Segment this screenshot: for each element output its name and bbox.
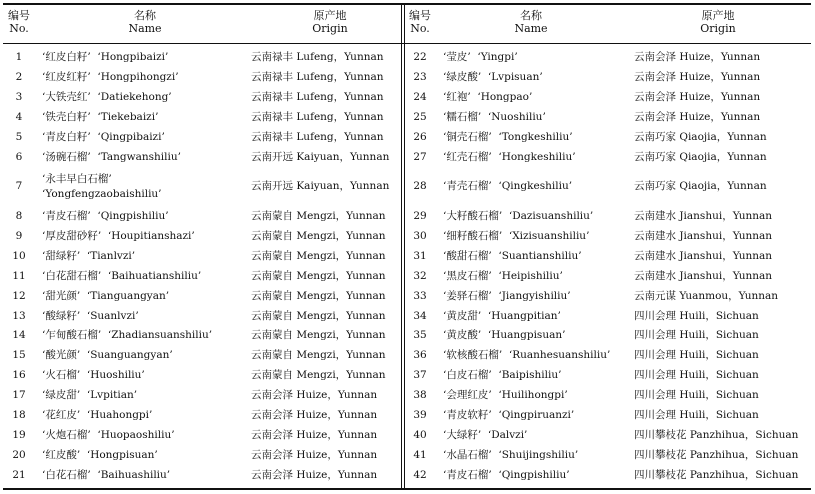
header-rule	[3, 43, 811, 44]
cultivar-name: ‘白花石榴’ ‘Baihuashiliu’	[42, 468, 171, 481]
cultivar-name: ‘绿皮酸’ ‘Lvpisuan’	[443, 70, 543, 83]
cultivar-name: ‘细籽酸石榴’ ‘Xizisuanshiliu’	[443, 229, 590, 242]
origin-location: 四川会理 Huili，Sichuan	[634, 389, 759, 402]
cultivar-name: ‘铜壳石榴’ ‘Tongkeshiliu’	[443, 130, 573, 143]
origin-location: 云南会泽 Huize，Yunnan	[634, 110, 761, 123]
origin-location: 云南建水 Jianshui，Yunnan	[634, 269, 773, 282]
row-number: 11	[12, 269, 26, 282]
row-number: 24	[413, 90, 427, 103]
origin-location: 四川攀枝花 Panzhihua，Sichuan	[634, 468, 799, 481]
header-origin-right	[683, 9, 753, 35]
row-number: 27	[413, 150, 427, 163]
cultivar-name: ‘青壳石榴’ ‘Qingkeshiliu’	[443, 180, 573, 192]
origin-location: 云南蒙自 Mengzi，Yunnan	[251, 269, 386, 282]
cultivar-name: ‘汤碗石榴’ ‘Tangwanshiliu’	[42, 150, 181, 163]
row-number: 30	[413, 229, 427, 242]
cultivar-name: ‘软核酸石榴’ ‘Ruanhesuanshiliu’	[443, 349, 611, 362]
origin-location: 云南开远 Kaiyuan，Yunnan	[251, 150, 390, 163]
cultivar-name: ‘大籽酸石榴’ ‘Dazisuanshiliu’	[443, 210, 594, 222]
header-no-en: No.	[9, 22, 29, 35]
row-number: 37	[413, 369, 427, 382]
row-number: 9	[15, 229, 23, 242]
origin-location: 四川会理 Huili，Sichuan	[634, 329, 759, 342]
cultivar-name: ‘花红皮’ ‘Huahongpi’	[42, 409, 153, 421]
origin-location: 云南蒙自 Mengzi，Yunnan	[251, 309, 386, 322]
cultivar-name: ‘青皮石榴’ ‘Qingpishiliu’	[42, 210, 169, 222]
header-origin	[295, 9, 365, 35]
row-number: 38	[413, 389, 427, 402]
cultivar-name: ‘酸甜石榴’ ‘Suantianshiliu’	[443, 249, 582, 262]
origin-location: 云南蒙自 Mengzi，Yunnan	[251, 210, 386, 222]
header-name-cn: 名称	[134, 9, 156, 22]
cultivar-name: ‘白皮石榴’ ‘Baipishiliu’	[443, 369, 562, 382]
row-number: 35	[413, 329, 427, 342]
cultivar-name: ‘糯石榴’ ‘Nuoshiliu’	[443, 110, 546, 123]
column-divider	[401, 3, 402, 489]
origin-location: 云南蒙自 Mengzi，Yunnan	[251, 249, 386, 262]
row-number: 39	[413, 409, 427, 421]
origin-location: 云南蒙自 Mengzi，Yunnan	[251, 329, 386, 342]
row-number: 6	[15, 150, 23, 163]
row-number: 5	[15, 130, 23, 143]
header-no-cn: 编号	[8, 9, 30, 22]
cultivar-name: ‘红皮白籽’ ‘Hongpibaizi’	[42, 51, 169, 63]
cultivar-name: ‘火石榴’ ‘Huoshiliu’	[42, 369, 145, 382]
cultivar-name: ‘莹皮’ ‘Yingpi’	[443, 51, 518, 63]
origin-location: 四川攀枝花 Panzhihua，Sichuan	[634, 448, 799, 461]
row-number: 18	[12, 409, 26, 421]
origin-location: 云南禄丰 Lufeng，Yunnan	[251, 130, 384, 143]
origin-location: 云南会泽 Huize，Yunnan	[251, 409, 378, 421]
row-number: 14	[12, 329, 26, 342]
cultivar-name: ‘绿皮甜’ ‘Lvpitian’	[42, 389, 138, 402]
cultivar-name: ‘红皮酸’ ‘Hongpisuan’	[42, 448, 158, 461]
row-number: 33	[413, 289, 427, 302]
cultivar-name: ‘红皮红籽’ ‘Hongpihongzi’	[42, 70, 179, 83]
header-no	[4, 9, 34, 35]
origin-location: 云南会泽 Huize，Yunnan	[251, 448, 378, 461]
origin-location: 云南蒙自 Mengzi，Yunnan	[251, 289, 386, 302]
row-number: 17	[12, 389, 26, 402]
row-number: 23	[413, 70, 427, 83]
origin-location: 四川攀枝花 Panzhihua，Sichuan	[634, 428, 799, 441]
cultivar-name: ‘红壳石榴’ ‘Hongkeshiliu’	[443, 150, 576, 163]
cultivar-name: ‘酸绿籽’ ‘Suanlvzi’	[42, 309, 139, 322]
origin-location: 云南禄丰 Lufeng，Yunnan	[251, 110, 384, 123]
cultivar-name: ‘大绿籽’ ‘Dalvzi’	[443, 428, 528, 441]
origin-location: 云南会泽 Huize，Yunnan	[251, 428, 378, 441]
header-name-en: Name	[128, 22, 162, 35]
cultivar-name: ‘水晶石榴’ ‘Shuijingshiliu’	[443, 448, 579, 461]
row-number: 41	[413, 448, 427, 461]
row-number: 16	[12, 369, 26, 382]
origin-location: 云南蒙自 Mengzi，Yunnan	[251, 229, 386, 242]
cultivar-name: ‘黄皮酸’ ‘Huangpisuan’	[443, 329, 566, 342]
row-number: 31	[413, 249, 427, 262]
origin-location: 云南会泽 Huize，Yunnan	[251, 468, 378, 481]
row-number: 26	[413, 130, 427, 143]
origin-location: 云南禄丰 Lufeng，Yunnan	[251, 51, 384, 63]
header-origin-cn: 原产地	[701, 9, 735, 22]
row-number: 19	[12, 428, 26, 441]
origin-location: 云南会泽 Huize，Yunnan	[251, 389, 378, 402]
origin-location: 四川会理 Huili，Sichuan	[634, 349, 759, 362]
origin-location: 四川会理 Huili，Sichuan	[634, 369, 759, 382]
origin-location: 云南会泽 Huize，Yunnan	[634, 90, 761, 103]
header-origin-en: Origin	[312, 22, 348, 35]
row-number: 29	[413, 210, 427, 222]
origin-location: 云南蒙自 Mengzi，Yunnan	[251, 349, 386, 362]
row-number: 2	[15, 70, 23, 83]
row-number: 25	[413, 110, 427, 123]
header-name-cn: 名称	[520, 9, 542, 22]
row-number: 22	[413, 51, 427, 63]
cultivar-name: ‘黑皮石榴’ ‘Heipishiliu’	[443, 269, 563, 282]
bottom-rule	[3, 488, 811, 490]
row-number: 1	[15, 51, 23, 63]
header-name	[110, 9, 180, 35]
row-number: 32	[413, 269, 427, 282]
origin-location: 云南巧家 Qiaojia，Yunnan	[634, 180, 767, 192]
origin-location: 四川会理 Huili，Sichuan	[634, 309, 759, 322]
origin-location: 云南会泽 Huize，Yunnan	[634, 51, 761, 63]
cultivar-name: ‘姜驿石榴’ ‘Jiangyishiliu’	[443, 289, 571, 302]
cultivar-name: ‘铁壳白籽’ ‘Tiekebaizi’	[42, 110, 159, 123]
origin-location: 云南会泽 Huize，Yunnan	[634, 70, 761, 83]
cultivar-name: ‘永丰早白石榴’ ‘Yongfengzaobaishiliu’	[42, 173, 162, 200]
row-number: 36	[413, 349, 427, 362]
header-name-en: Name	[514, 22, 548, 35]
cultivar-name: ‘青皮石榴’ ‘Qingpishiliu’	[443, 468, 570, 481]
row-number: 21	[12, 468, 26, 481]
header-origin-en: Origin	[700, 22, 736, 35]
row-number: 28	[413, 180, 427, 192]
row-number: 4	[15, 110, 23, 123]
origin-location: 云南开远 Kaiyuan，Yunnan	[251, 180, 390, 192]
row-number: 13	[12, 309, 26, 322]
header-origin-cn: 原产地	[313, 9, 347, 22]
header-no-right	[405, 9, 435, 35]
cultivar-name: ‘青皮白籽’ ‘Qingpibaizi’	[42, 130, 165, 143]
cultivar-name: ‘白花甜石榴’ ‘Baihuatianshiliu’	[42, 269, 202, 282]
row-number: 10	[12, 249, 26, 262]
origin-location: 四川会理 Huili，Sichuan	[634, 409, 759, 421]
row-number: 7	[15, 180, 23, 192]
origin-location: 云南建水 Jianshui，Yunnan	[634, 229, 773, 242]
row-number: 34	[413, 309, 427, 322]
origin-location: 云南巧家 Qiaojia，Yunnan	[634, 150, 767, 163]
cultivar-name: ‘青皮软籽’ ‘Qingpiruanzi’	[443, 409, 575, 421]
cultivar-name: ‘大铁壳红’ ‘Datiekehong’	[42, 90, 172, 103]
cultivar-name: ‘黄皮甜’ ‘Huangpitian’	[443, 309, 561, 322]
header-name-right	[496, 9, 566, 35]
header-no-cn: 编号	[409, 9, 431, 22]
cultivar-name: ‘甜绿籽’ ‘Tianlvzi’	[42, 249, 136, 262]
cultivar-name: ‘火炮石榴’ ‘Huopaoshiliu’	[42, 428, 175, 441]
cultivar-name: ‘酸光颜’ ‘Suanguangyan’	[42, 349, 173, 362]
origin-location: 云南蒙自 Mengzi，Yunnan	[251, 369, 386, 382]
header-no-en: No.	[410, 22, 430, 35]
row-number: 12	[12, 289, 26, 302]
row-number: 42	[413, 468, 427, 481]
row-number: 40	[413, 428, 427, 441]
origin-location: 云南禄丰 Lufeng，Yunnan	[251, 90, 384, 103]
origin-location: 云南禄丰 Lufeng，Yunnan	[251, 70, 384, 83]
origin-location: 云南建水 Jianshui，Yunnan	[634, 249, 773, 262]
row-number: 20	[12, 448, 26, 461]
origin-location: 云南建水 Jianshui，Yunnan	[634, 210, 773, 222]
origin-location: 云南元谋 Yuanmou，Yunnan	[634, 289, 779, 302]
cultivar-name: ‘乍甸酸石榴’ ‘Zhadiansuanshiliu’	[42, 329, 213, 342]
top-rule	[3, 3, 811, 5]
cultivar-name: ‘红袍’ ‘Hongpao’	[443, 90, 533, 103]
cultivar-name: ‘会理红皮’ ‘Huilihongpi’	[443, 389, 568, 402]
row-number: 3	[15, 90, 23, 103]
cultivar-name: ‘厚皮甜砂籽’ ‘Houpitianshazi’	[42, 229, 195, 242]
cultivar-name: ‘甜光颜’ ‘Tianguangyan’	[42, 289, 170, 302]
row-number: 15	[12, 349, 26, 362]
origin-location: 云南巧家 Qiaojia，Yunnan	[634, 130, 767, 143]
row-number: 8	[15, 210, 23, 222]
